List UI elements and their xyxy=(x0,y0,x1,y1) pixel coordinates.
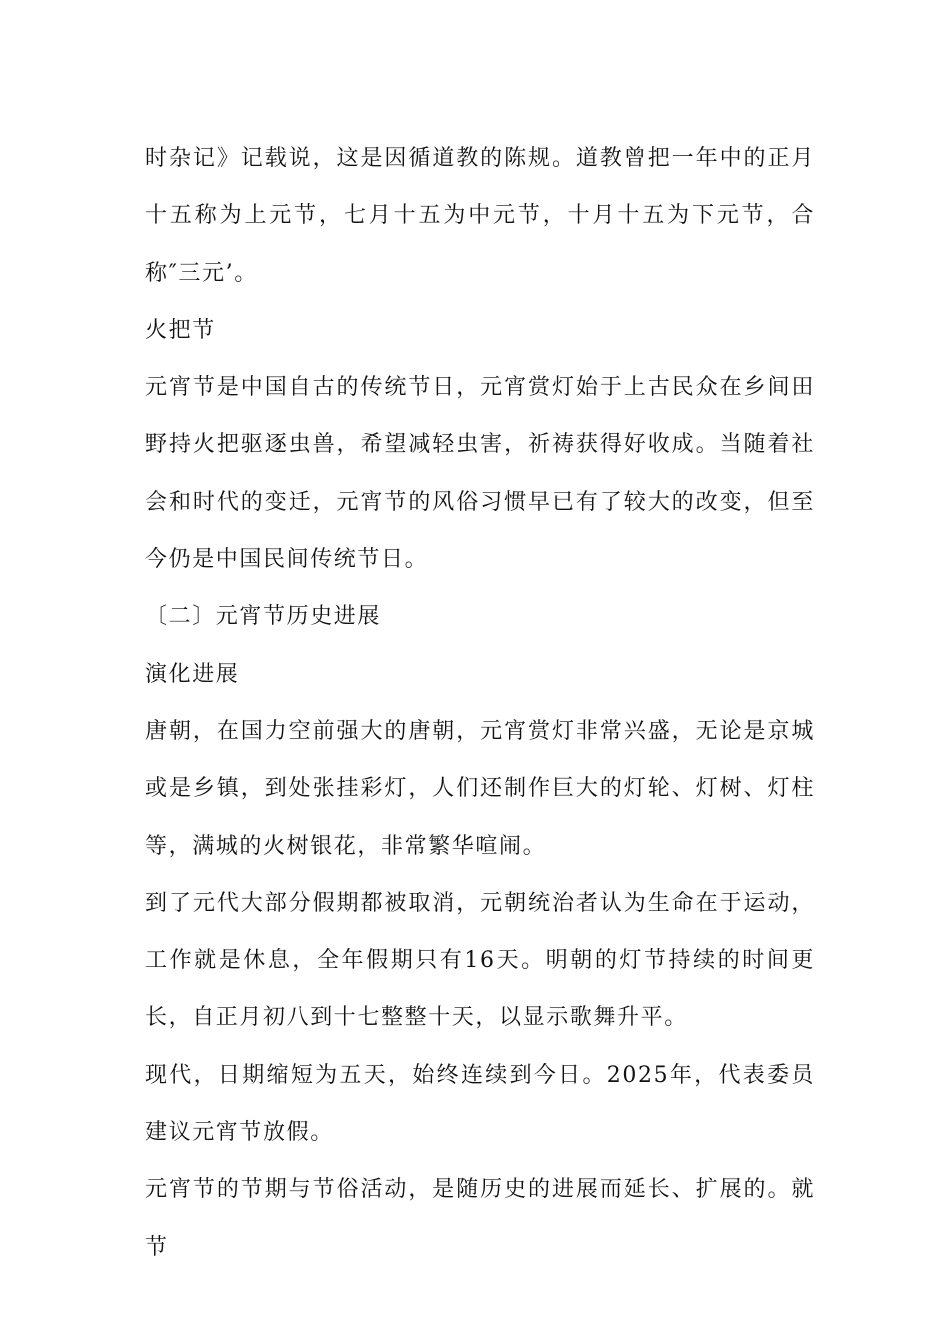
paragraph-sanyuan: 时杂记》记载说，这是因循道教的陈规。道教曾把一年中的正月十五称为上元节，七月十五为中元节，十月十五为下元节，合称″三元’。 xyxy=(145,146,815,286)
section-heading-history: 〔二〕元宵节历史进展 xyxy=(145,604,382,630)
document-page xyxy=(145,130,815,1276)
paragraph-huobajie: 元宵节是中国自古的传统节日，元宵赏灯始于上古民众在乡间田野持火把驱逐虫兽，希望减轻虫害，祈祷获得好收成。当随着社会和时代的变迁，元宵节的风俗习惯早已有了较大的改变，但至今仍是中国民间传统节日。 xyxy=(145,375,815,573)
paragraph-tang-dynasty: 唐朝，在国力空前强大的唐朝，元宵赏灯非常兴盛，无论是京城或是乡镇，到处张挂彩灯，人们还制作巨大的灯轮、灯树、灯柱等，满城的火树银花，非常繁华喧闹。 xyxy=(145,718,815,859)
paragraph-yuan-ming: 到了元代大部分假期都被取消，元朝统治者认为生命在于运动，工作就是休息，全年假期只有16天。明朝的灯节持续的时间更长，自正月初八到十七整整十天，以显示歌舞升平。 xyxy=(145,890,815,1031)
paragraph-modern: 现代，日期缩短为五天，始终连续到今日。2025年，代表委员建议元宵节放假。 xyxy=(145,1062,815,1146)
heading-evolution: 演化进展 xyxy=(145,661,240,687)
heading-huobajie: 火把节 xyxy=(145,317,216,343)
paragraph-festival-period: 元宵节的节期与节俗活动，是随历史的进展而延长、扩展的。就节 xyxy=(145,1177,815,1260)
